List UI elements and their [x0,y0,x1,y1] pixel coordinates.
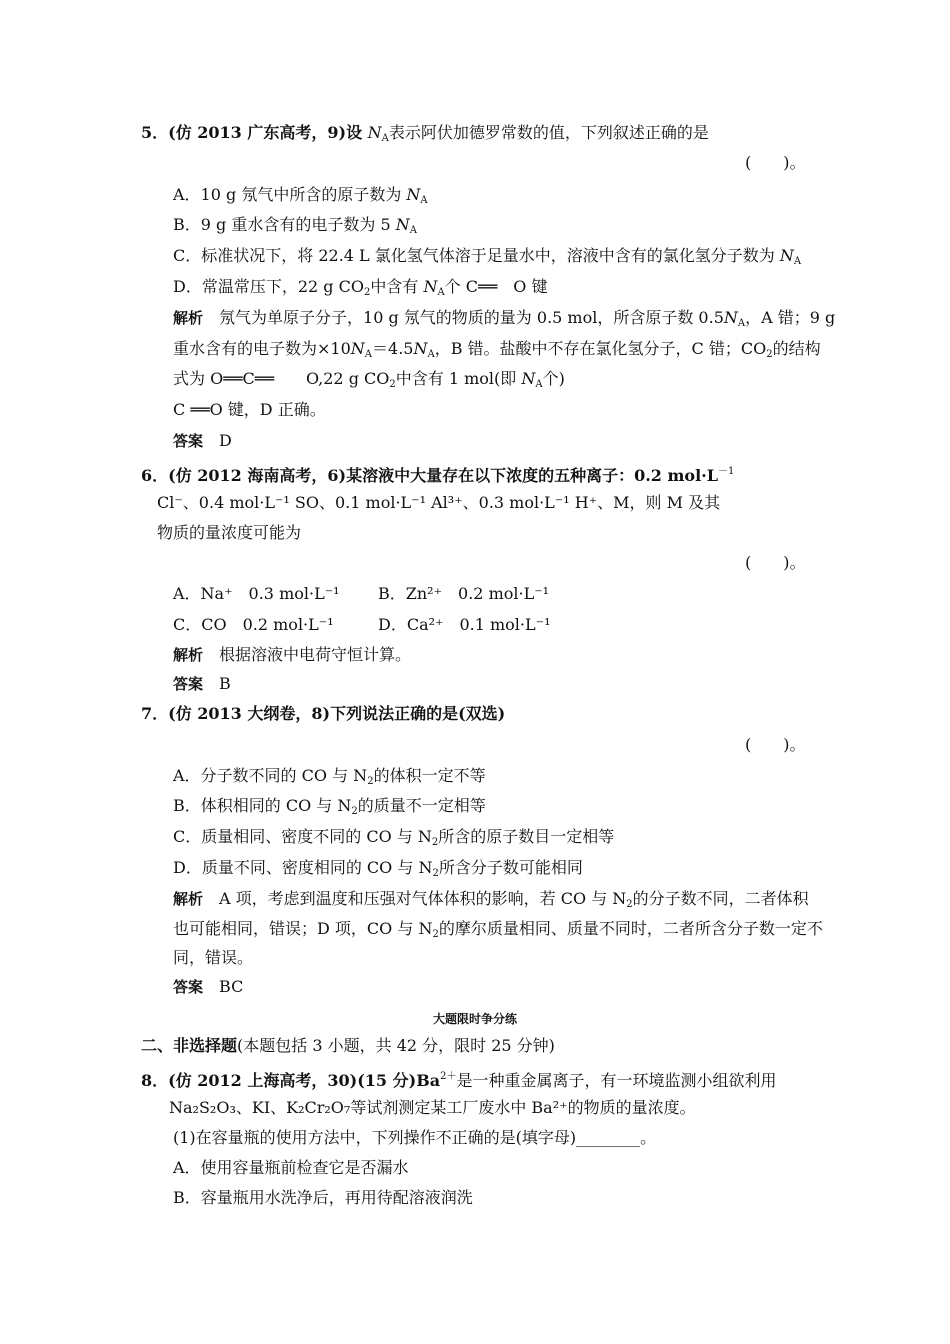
q7-stem: 7．(仿 2013 大纲卷，8)下列说法正确的是(双选) [141,704,506,723]
q8-stem-line2: Na₂S₂O₃、KI、K₂Cr₂O₇等试剂测定某工厂废水中 Ba²⁺的物质的量浓度。 [169,1098,696,1117]
q5-option-b: B．9 g 重水含有的电子数为 5 $N_A$ [173,215,417,236]
q6-option-c: C．CO 0.2 mol·L⁻¹ [173,615,334,634]
q5-option-a: A．10 g 氖气中所含的原子数为 $N_A$ [173,185,428,206]
q6-explanation: 解析 根据溶液中电荷守恒计算。 [173,645,412,664]
q7-answer: 答案 BC [173,977,244,996]
q7-option-b: B．体积相同的 CO 与 $N_2$的质量不一定相等 [173,796,486,817]
q5-explanation-line1: 解析 氖气为单原子分子，10 g 氖气的物质的量为 0.5 mol，所含原子数 $0.5N_A$，A 错；9 g [173,308,836,329]
q6-option-b: B．Zn²⁺ 0.2 mol·L⁻¹ [378,584,550,603]
q6-answer: 答案 B [173,674,231,693]
q7-option-d: D．质量不同、密度相同的 CO 与 $N_2$所含分子数可能相同 [173,858,583,879]
section-banner: 大题限时争分练 [432,1012,517,1026]
q7-option-c: C．质量相同、密度不同的 CO 与 $N_2$所含的原子数目一定相等 [173,827,615,848]
q7-explanation-line2: 也可能相同，错误；D 项，CO 与 $N_2$的摩尔质量相同、质量不同时，二者所含分子数一定不 [173,919,823,940]
q5-explanation-line3: 式为 O══C══ O,22 g $CO_2$中含有 1 mol(即 $N_A$个) [173,369,565,390]
q8-option-b: B．容量瓶用水洗净后，再用待配溶液润洗 [173,1188,473,1207]
q5-explanation-line2: 重水含有的电子数为$\times 10N_A=4.5N_A$，B 错。盐酸中不存在氯化氢分子，C 错；$CO_2$的结构 [173,339,821,360]
q5-option-c: C．标准状况下，将 22.4 L 氯化氢气体溶于足量水中，溶液中含有的氯化氢分子数为 $N_A$ [173,246,802,267]
q5-stem: 5．(仿 2013 广东高考，9)设 $N_A$表示阿伏加德罗常数的值，下列叙述正确的是 [141,123,709,144]
q5-option-d: D．常温常压下，22 g $CO_2$中含有 $N_A$个 C══ O 键 [173,277,548,298]
q5-answer-paren: ( )。 [745,153,806,172]
q6-option-a: A．Na⁺ 0.3 mol·L⁻¹ [173,584,340,603]
q6-stem-line1: 6．(仿 2012 海南高考，6)某溶液中大量存在以下浓度的五种离子：0.2 $mol\cdot L^{-1}$ [141,466,735,485]
q7-explanation-line1: 解析 A 项，考虑到温度和压强对气体体积的影响，若 CO 与 $N_2$的分子数不同，二者体积 [173,889,809,910]
q8-stem-line1: 8．(仿 2012 上海高考，30)(15 分)$Ba^{2+}$是一种重金属离子，有一环境监测小组欲利用 [141,1071,777,1090]
q6-answer-paren: ( )。 [745,553,806,572]
q8-option-a: A．使用容量瓶前检查它是否漏水 [173,1158,409,1177]
q5-explanation-line4: C ══O 键，D 正确。 [173,400,326,419]
q5-answer: 答案 D [173,431,232,450]
q7-explanation-line3: 同，错误。 [173,948,254,967]
q6-option-d: D．Ca²⁺ 0.1 mol·L⁻¹ [378,615,551,634]
q6-stem-line2: Cl⁻、0.4 mol·L⁻¹ SO、0.1 mol·L⁻¹ Al³⁺、0.3 mol·L⁻¹ H⁺、M，则 M 及其 [157,493,721,512]
q7-option-a: A．分子数不同的 CO 与 $N_2$的体积一定不等 [173,766,486,787]
q7-answer-paren: ( )。 [745,735,806,754]
section-heading: 二、非选择题(本题包括 3 小题，共 42 分，限时 25 分钟) [141,1036,555,1055]
q8-subquestion-1: (1)在容量瓶的使用方法中，下列操作不正确的是(填字母)________。 [173,1128,657,1147]
q6-stem-line3: 物质的量浓度可能为 [157,523,302,542]
